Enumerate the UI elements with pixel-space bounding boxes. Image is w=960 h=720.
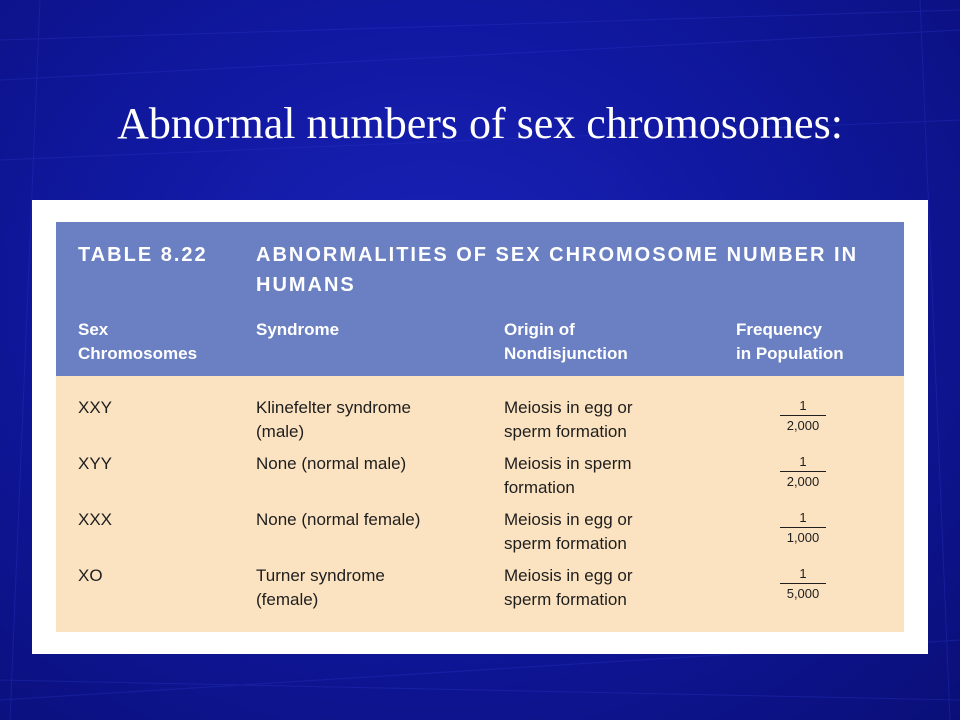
frequency-numerator: 1 — [799, 566, 807, 581]
fraction-bar — [780, 527, 826, 528]
cell-syndrome: Turner syndrome (female) — [256, 566, 385, 609]
column-header-frequency: Frequency in Population — [736, 320, 844, 363]
cell-frequency — [778, 510, 828, 546]
table-row — [56, 508, 904, 564]
table-body — [56, 376, 904, 632]
table-title: ABNORMALITIES OF SEX CHROMOSOME NUMBER IN HUMANS — [256, 244, 859, 296]
frequency-denominator: 1,000 — [786, 530, 820, 545]
cell-chromosomes: XXY — [78, 398, 113, 417]
fraction-bar — [780, 415, 826, 416]
chromosome-table — [56, 222, 904, 632]
cell-frequency — [778, 398, 828, 434]
table-header — [56, 222, 904, 376]
frequency-denominator: 2,000 — [786, 474, 820, 489]
table-row — [56, 564, 904, 620]
frequency-denominator: 2,000 — [786, 418, 820, 433]
table-row — [56, 396, 904, 452]
cell-syndrome: None (normal male) — [256, 454, 407, 473]
cell-origin: Meiosis in sperm formation — [504, 454, 632, 497]
column-header-origin: Origin of Nondisjunction — [504, 320, 628, 363]
table-frame — [32, 200, 928, 654]
table-row — [56, 452, 904, 508]
fraction-bar — [780, 471, 826, 472]
cell-chromosomes: XO — [78, 566, 103, 585]
frequency-numerator: 1 — [799, 454, 807, 469]
cell-frequency — [778, 454, 828, 490]
cell-frequency — [778, 566, 828, 602]
fraction-bar — [780, 583, 826, 584]
column-header-syndrome: Syndrome — [256, 320, 340, 339]
column-header-sex-chromosomes: Sex Chromosomes — [78, 320, 198, 363]
cell-syndrome: None (normal female) — [256, 510, 421, 529]
cell-origin: Meiosis in egg or sperm formation — [504, 398, 633, 441]
table-number: TABLE 8.22 — [78, 244, 208, 266]
cell-origin: Meiosis in egg or sperm formation — [504, 510, 633, 553]
cell-origin: Meiosis in egg or sperm formation — [504, 566, 633, 609]
frequency-denominator: 5,000 — [786, 586, 820, 601]
frequency-numerator: 1 — [799, 398, 807, 413]
cell-chromosomes: XXX — [78, 510, 113, 529]
cell-syndrome: Klinefelter syndrome (male) — [256, 398, 411, 441]
frequency-numerator: 1 — [799, 510, 807, 525]
slide-title: Abnormal numbers of sex chromosomes: — [117, 99, 843, 148]
cell-chromosomes: XYY — [78, 454, 113, 473]
